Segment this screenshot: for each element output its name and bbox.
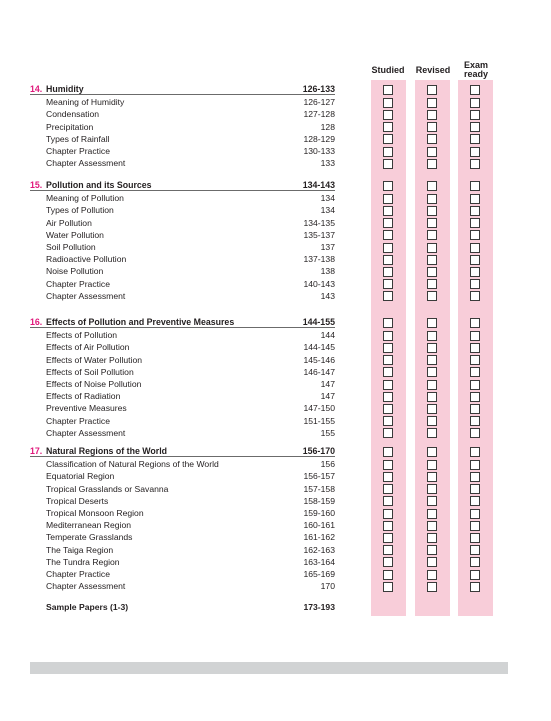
chapter-number: 16. <box>30 317 43 327</box>
exam-ready-checkbox[interactable] <box>470 545 480 555</box>
topic-pages: 163-164 <box>303 556 335 567</box>
topic-title: Radioactive Pollution <box>46 254 127 265</box>
revised-checkbox[interactable] <box>427 380 437 390</box>
revised-checkbox[interactable] <box>427 355 437 365</box>
exam-ready-checkbox[interactable] <box>470 331 480 341</box>
topic-pages: 128 <box>320 121 335 132</box>
exam-ready-checkbox[interactable] <box>470 392 480 402</box>
exam-ready-checkbox[interactable] <box>470 521 480 531</box>
topic-pages: 126-127 <box>303 97 335 108</box>
topic-pages: 147 <box>320 379 335 389</box>
topic-row <box>30 483 335 495</box>
studied-checkbox[interactable] <box>383 147 393 157</box>
topic-title: Air Pollution <box>46 217 92 228</box>
topic-title: Effects of Radiation <box>46 391 121 402</box>
exam-ready-checkbox[interactable] <box>470 533 480 543</box>
revised-checkbox[interactable] <box>427 521 437 531</box>
studied-checkbox[interactable] <box>383 230 393 240</box>
topic-row <box>30 192 335 204</box>
revised-checkbox[interactable] <box>427 98 437 108</box>
revised-checkbox[interactable] <box>427 194 437 204</box>
topic-title: Chapter Practice <box>46 146 111 156</box>
revised-checkbox[interactable] <box>427 404 437 414</box>
topic-row <box>30 278 335 290</box>
topic-title: Effects of Soil Pollution <box>46 366 134 377</box>
exam-ready-checkbox[interactable] <box>470 279 480 289</box>
studied-checkbox[interactable] <box>383 428 393 438</box>
header-revised: Revised <box>415 65 451 75</box>
exam-ready-checkbox[interactable] <box>470 472 480 482</box>
topic-title: Precipitation <box>46 121 94 132</box>
revised-checkbox[interactable] <box>427 181 437 191</box>
exam-ready-checkbox[interactable] <box>470 98 480 108</box>
revised-checkbox[interactable] <box>427 570 437 580</box>
topic-title: Chapter Assessment <box>46 581 126 592</box>
topic-row <box>30 354 335 366</box>
exam-ready-checkbox[interactable] <box>470 460 480 470</box>
topic-title: Meaning of Pollution <box>46 193 124 204</box>
topic-row <box>30 470 335 482</box>
topic-pages: 156-157 <box>303 471 335 482</box>
topic-pages: 156 <box>320 459 335 470</box>
topic-row <box>30 204 335 216</box>
chapter-title: Humidity <box>46 84 84 94</box>
topic-pages: 137-138 <box>303 254 335 265</box>
topic-title: Chapter Assessment <box>46 427 126 438</box>
topic-row <box>30 495 335 507</box>
studied-checkbox[interactable] <box>383 533 393 543</box>
chapter-title: Natural Regions of the World <box>46 446 168 456</box>
revised-checkbox[interactable] <box>427 267 437 277</box>
exam-ready-checkbox[interactable] <box>470 85 480 95</box>
studied-checkbox[interactable] <box>383 218 393 228</box>
topic-title: Tropical Deserts <box>46 495 109 506</box>
topic-row <box>30 366 335 378</box>
sample-papers-pages: 173-193 <box>303 602 335 612</box>
exam-ready-checkbox[interactable] <box>470 291 480 301</box>
sample-papers-title: Sample Papers (1-3) <box>46 602 129 612</box>
exam-ready-checkbox[interactable] <box>470 570 480 580</box>
topic-pages: 140-143 <box>303 278 335 289</box>
topic-pages: 144-145 <box>303 342 335 353</box>
topic-pages: 160-161 <box>303 520 335 531</box>
topic-pages: 147-150 <box>303 403 335 414</box>
studied-checkbox[interactable] <box>383 98 393 108</box>
studied-checkbox[interactable] <box>383 85 393 95</box>
studied-checkbox[interactable] <box>383 355 393 365</box>
revised-checkbox[interactable] <box>427 343 437 353</box>
topic-pages: 134-135 <box>303 217 335 228</box>
studied-checkbox[interactable] <box>383 110 393 120</box>
topic-pages: 143 <box>320 290 335 301</box>
chapter-rule <box>30 327 335 328</box>
revised-checkbox[interactable] <box>427 206 437 216</box>
studied-checkbox[interactable] <box>383 194 393 204</box>
footer-bar <box>30 662 508 674</box>
topic-title: Temperate Grasslands <box>46 532 133 543</box>
topic-pages: 158-159 <box>303 495 335 506</box>
studied-checkbox[interactable] <box>383 122 393 132</box>
chapter-pages: 144-155 <box>302 317 335 327</box>
exam-ready-checkbox[interactable] <box>470 447 480 457</box>
exam-ready-checkbox[interactable] <box>470 582 480 592</box>
studied-checkbox[interactable] <box>383 367 393 377</box>
topic-row <box>30 415 335 427</box>
topic-title: Tropical Grasslands or Savanna <box>46 483 169 494</box>
topic-pages: 128-129 <box>303 133 335 144</box>
studied-checkbox[interactable] <box>383 570 393 580</box>
exam-ready-checkbox[interactable] <box>470 318 480 328</box>
studied-checkbox[interactable] <box>383 243 393 253</box>
topic-row <box>30 580 335 592</box>
studied-checkbox[interactable] <box>383 416 393 426</box>
studied-checkbox[interactable] <box>383 181 393 191</box>
topic-pages: 151-155 <box>303 415 335 426</box>
header-exam-ready <box>456 61 496 79</box>
chapter-title: Pollution and its Sources <box>46 180 152 190</box>
topic-row <box>30 390 335 402</box>
exam-ready-checkbox[interactable] <box>470 428 480 438</box>
topic-title: Soil Pollution <box>46 242 96 252</box>
topic-row <box>30 568 335 580</box>
chapter-pages: 126-133 <box>302 84 335 94</box>
revised-checkbox[interactable] <box>427 85 437 95</box>
revised-checkbox[interactable] <box>427 496 437 506</box>
topic-row <box>30 108 335 120</box>
exam-ready-checkbox[interactable] <box>470 243 480 253</box>
topic-row <box>30 265 335 277</box>
topic-row <box>30 531 335 543</box>
topic-title: Tropical Monsoon Region <box>46 508 144 518</box>
studied-checkbox[interactable] <box>383 545 393 555</box>
topic-row <box>30 217 335 229</box>
studied-checkbox[interactable] <box>383 460 393 470</box>
exam-ready-checkbox[interactable] <box>470 404 480 414</box>
revised-checkbox[interactable] <box>427 509 437 519</box>
topic-row <box>30 402 335 414</box>
exam-ready-checkbox[interactable] <box>470 484 480 494</box>
studied-checkbox[interactable] <box>383 472 393 482</box>
topic-row <box>30 133 335 145</box>
revised-checkbox[interactable] <box>427 545 437 555</box>
topic-row <box>30 329 335 341</box>
studied-checkbox[interactable] <box>383 134 393 144</box>
chapter-title: Effects of Pollution and Preventive Measures <box>46 317 235 327</box>
topic-pages: 138 <box>320 266 335 277</box>
exam-ready-checkbox[interactable] <box>470 110 480 120</box>
header-studied: Studied <box>371 65 405 75</box>
exam-ready-checkbox[interactable] <box>470 355 480 365</box>
revised-checkbox[interactable] <box>427 291 437 301</box>
revised-checkbox[interactable] <box>427 134 437 144</box>
exam-ready-checkbox[interactable] <box>470 230 480 240</box>
exam-ready-checkbox[interactable] <box>470 147 480 157</box>
revised-checkbox[interactable] <box>427 428 437 438</box>
topic-title: Equatorial Region <box>46 471 115 482</box>
topic-title: Chapter Assessment <box>46 158 126 169</box>
topic-row <box>30 157 335 169</box>
revised-checkbox[interactable] <box>427 447 437 457</box>
revised-checkbox[interactable] <box>427 533 437 543</box>
studied-checkbox[interactable] <box>383 206 393 216</box>
studied-checkbox[interactable] <box>383 318 393 328</box>
revised-checkbox[interactable] <box>427 279 437 289</box>
studied-checkbox[interactable] <box>383 267 393 277</box>
topic-pages: 162-163 <box>303 544 335 555</box>
exam-ready-checkbox[interactable] <box>470 380 480 390</box>
revised-checkbox[interactable] <box>427 159 437 169</box>
revised-checkbox[interactable] <box>427 147 437 157</box>
topic-row <box>30 556 335 568</box>
exam-ready-checkbox[interactable] <box>470 194 480 204</box>
revised-checkbox[interactable] <box>427 230 437 240</box>
chapter-pages: 156-170 <box>302 446 335 456</box>
revised-checkbox[interactable] <box>427 392 437 402</box>
topic-pages: 130-133 <box>303 146 335 156</box>
exam-ready-checkbox[interactable] <box>470 159 480 169</box>
topic-pages: 134 <box>320 205 335 216</box>
topic-title: Preventive Measures <box>46 403 127 414</box>
chapter-number: 14. <box>30 84 43 94</box>
studied-checkbox[interactable] <box>383 159 393 169</box>
topic-row <box>30 96 335 108</box>
topic-pages: 161-162 <box>303 532 335 543</box>
topic-title: Chapter Practice <box>46 278 111 289</box>
revised-checkbox[interactable] <box>427 416 437 426</box>
topic-pages: 155 <box>320 427 335 438</box>
topic-row <box>30 341 335 353</box>
studied-checkbox[interactable] <box>383 255 393 265</box>
topic-title: Meaning of Humidity <box>46 97 125 108</box>
topic-pages: 145-146 <box>303 354 335 365</box>
exam-ready-checkbox[interactable] <box>470 122 480 132</box>
topic-row <box>30 290 335 302</box>
topic-title: Chapter Practice <box>46 415 111 426</box>
topic-row <box>30 241 335 253</box>
topic-row <box>30 229 335 241</box>
header-exam-line1: Exam <box>463 60 489 70</box>
topic-pages: 144 <box>320 330 335 341</box>
exam-ready-checkbox[interactable] <box>470 367 480 377</box>
topic-pages: 159-160 <box>303 508 335 518</box>
studied-checkbox[interactable] <box>383 279 393 289</box>
topic-row <box>30 145 335 157</box>
topic-row <box>30 378 335 390</box>
studied-checkbox[interactable] <box>383 582 393 592</box>
revised-checkbox[interactable] <box>427 318 437 328</box>
revised-checkbox[interactable] <box>427 243 437 253</box>
exam-ready-checkbox[interactable] <box>470 206 480 216</box>
topic-row <box>30 519 335 531</box>
topic-pages: 157-158 <box>303 483 335 494</box>
revised-checkbox[interactable] <box>427 110 437 120</box>
chapter-number: 17. <box>30 446 43 456</box>
studied-checkbox[interactable] <box>383 380 393 390</box>
studied-checkbox[interactable] <box>383 392 393 402</box>
studied-checkbox[interactable] <box>383 521 393 531</box>
studied-checkbox[interactable] <box>383 331 393 341</box>
header-exam-line2: ready <box>463 69 489 79</box>
topic-title: Effects of Air Pollution <box>46 342 130 353</box>
sample-papers-row <box>30 601 335 613</box>
studied-checkbox[interactable] <box>383 291 393 301</box>
topic-pages: 147 <box>320 391 335 402</box>
topic-title: Noise Pollution <box>46 266 104 277</box>
topic-title: Condensation <box>46 109 100 120</box>
topic-title: Mediterranean Region <box>46 520 132 531</box>
revised-checkbox[interactable] <box>427 460 437 470</box>
exam-ready-checkbox[interactable] <box>470 267 480 277</box>
revised-checkbox[interactable] <box>427 484 437 494</box>
topic-pages: 146-147 <box>303 366 335 377</box>
revised-checkbox[interactable] <box>427 557 437 567</box>
chapter-rule <box>30 190 335 191</box>
revised-checkbox[interactable] <box>427 472 437 482</box>
chapter-pages: 134-143 <box>302 180 335 190</box>
topic-title: Water Pollution <box>46 229 104 240</box>
topic-title: Types of Pollution <box>46 205 114 216</box>
topic-title: Effects of Noise Pollution <box>46 379 142 389</box>
topic-title: Chapter Assessment <box>46 290 126 301</box>
exam-ready-checkbox[interactable] <box>470 496 480 506</box>
topic-title: The Tundra Region <box>46 556 120 567</box>
topic-row <box>30 544 335 556</box>
exam-ready-checkbox[interactable] <box>470 557 480 567</box>
revised-checkbox[interactable] <box>427 331 437 341</box>
topic-title: The Taiga Region <box>46 544 114 555</box>
studied-checkbox[interactable] <box>383 557 393 567</box>
topic-pages: 134 <box>320 193 335 204</box>
topic-pages: 137 <box>320 242 335 252</box>
revised-checkbox[interactable] <box>427 218 437 228</box>
studied-checkbox[interactable] <box>383 343 393 353</box>
exam-ready-checkbox[interactable] <box>470 416 480 426</box>
topic-title: Effects of Water Pollution <box>46 354 143 365</box>
topic-row <box>30 121 335 133</box>
topic-pages: 135-137 <box>303 229 335 240</box>
topic-pages: 170 <box>320 581 335 592</box>
chapter-rule <box>30 94 335 95</box>
topic-title: Classification of Natural Regions of the World <box>46 459 219 470</box>
exam-ready-checkbox[interactable] <box>470 134 480 144</box>
studied-checkbox[interactable] <box>383 509 393 519</box>
revised-checkbox[interactable] <box>427 582 437 592</box>
exam-ready-checkbox[interactable] <box>470 181 480 191</box>
revised-checkbox[interactable] <box>427 122 437 132</box>
topic-pages: 165-169 <box>303 569 335 579</box>
topic-row <box>30 427 335 439</box>
topic-row <box>30 507 335 519</box>
revised-checkbox[interactable] <box>427 367 437 377</box>
topic-title: Chapter Practice <box>46 569 111 579</box>
topic-pages: 133 <box>320 158 335 169</box>
topic-pages: 127-128 <box>303 109 335 120</box>
topic-row <box>30 458 335 470</box>
topic-row <box>30 253 335 265</box>
studied-checkbox[interactable] <box>383 484 393 494</box>
topic-title: Effects of Pollution <box>46 330 118 341</box>
studied-checkbox[interactable] <box>383 404 393 414</box>
exam-ready-checkbox[interactable] <box>470 255 480 265</box>
exam-ready-checkbox[interactable] <box>470 509 480 519</box>
exam-ready-checkbox[interactable] <box>470 343 480 353</box>
topic-title: Types of Rainfall <box>46 133 110 144</box>
revised-checkbox[interactable] <box>427 255 437 265</box>
exam-ready-checkbox[interactable] <box>470 218 480 228</box>
studied-checkbox[interactable] <box>383 496 393 506</box>
studied-checkbox[interactable] <box>383 447 393 457</box>
chapter-number: 15. <box>30 180 43 190</box>
chapter-rule <box>30 456 335 457</box>
